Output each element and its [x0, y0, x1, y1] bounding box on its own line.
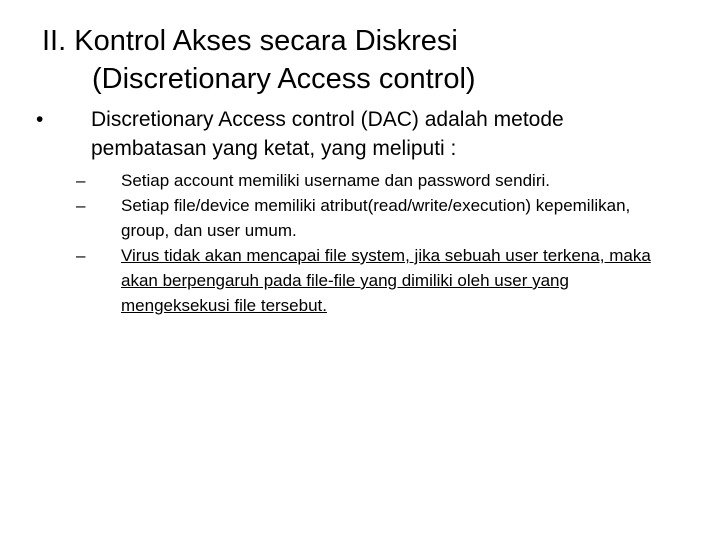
sub-bullet-text: Setiap file/device memiliki atribut(read/write/execution) kepemilikan, group, dan user umum.: [121, 196, 631, 240]
bullet-icon: •: [36, 108, 44, 131]
main-bullet: [36, 105, 686, 163]
sub-bullet-text: Setiap account memiliki username dan password sendiri.: [121, 171, 550, 190]
sub-bullet-list: [76, 168, 676, 318]
title-line-2: (Discretionary Access control): [92, 63, 476, 95]
title-line-1: II. Kontrol Akses secara Diskresi: [42, 25, 458, 57]
dash-icon: –: [76, 246, 86, 265]
dash-icon: –: [76, 196, 86, 215]
main-bullet-text: Discretionary Access control (DAC) adalah metode pembatasan yang ketat, yang meliputi :: [91, 108, 564, 160]
sub-bullet-item: [76, 193, 676, 243]
slide-title: [42, 22, 682, 98]
sub-bullet-item: [76, 243, 676, 318]
dash-icon: –: [76, 171, 86, 190]
sub-bullet-item: [76, 168, 676, 193]
sub-bullet-text: Virus tidak akan mencapai file system, jika sebuah user terkena, maka akan berpengaruh pada file-file yang dimiliki oleh user yang mengeksekusi file tersebut.: [121, 246, 651, 315]
